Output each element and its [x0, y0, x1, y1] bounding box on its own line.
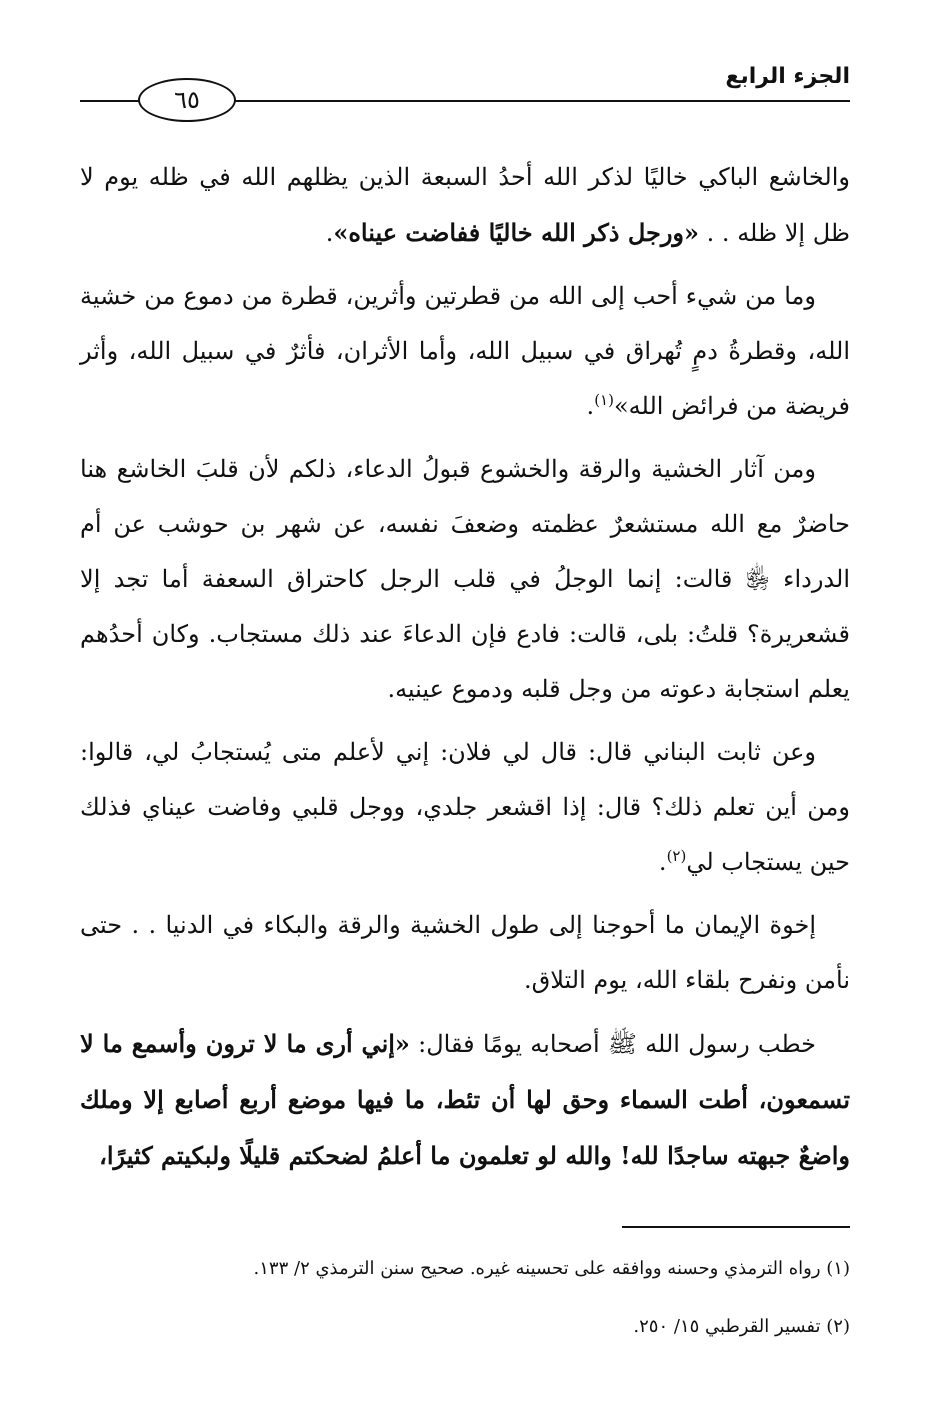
page-header	[80, 64, 850, 124]
footnote-1: (١) رواه الترمذي وحسنه ووافقه على تحسينه غيره. صحيح سنن الترمذي ٢/ ١٣٣.	[253, 1258, 850, 1279]
footnote-divider	[622, 1226, 850, 1228]
paragraph-5: إخوة الإيمان ما أحوجنا إلى طول الخشية والرقة والبكاء في الدنيا . . حتى نأمن ونفرح بلقاء الله، يوم التلاق.	[80, 911, 850, 994]
paragraph-6	[80, 1016, 850, 1184]
paragraph-4-text: وعن ثابت البناني قال: قال لي فلان: إني لأعلم متى يُستجابُ لي، قالوا: ومن أين تعلم ذلك؟ قال: إذا اقشعر جلدي، ووجل قلبي وفاضت عيناي فذلك حين يستجاب لي	[80, 738, 850, 876]
paragraph-1-text: والخاشع الباكي خاليًا لذكر الله أحدُ السبعة الذين يظلهم الله في ظله يوم لا ظل إلا ظله . .	[80, 163, 850, 247]
page-number: ٦٥	[138, 78, 236, 122]
footnote-2: (٢) تفسير القرطبي ١٥/ ٢٥٠.	[633, 1316, 850, 1337]
paragraph-6-intro: خطب رسول الله ﷺ أصحابه يومًا فقال:	[418, 1030, 817, 1058]
hadith-quote-1: «ورجل ذكر الله خاليًا ففاضت عيناه»	[333, 218, 700, 247]
footnote-ref-1[interactable]: (١)	[594, 391, 614, 409]
paragraph-1	[80, 150, 850, 261]
paragraph-2-text: وما من شيء أحب إلى الله من قطرتين وأثرين، قطرة من دموع من خشية الله، وقطرةُ دمٍ تُهراق في سبيل الله، وأما الأثران، فأثرٌ في سبيل الله، وأثر فريضة من فرائض الله»	[80, 282, 850, 420]
running-title: الجزء الرابع	[725, 64, 850, 89]
paragraph-2	[80, 269, 850, 434]
paragraph-2-end: .	[586, 392, 595, 420]
footnotes	[80, 1240, 850, 1356]
main-text	[80, 150, 850, 1192]
paragraph-1-end: .	[325, 219, 334, 247]
footnote-ref-2[interactable]: (٢)	[666, 847, 687, 865]
paragraph-4-end: .	[658, 848, 667, 876]
paragraph-3: ومن آثار الخشية والرقة والخشوع قبولُ الدعاء، ذلكم لأن قلبَ الخاشع هنا حاضرٌ مع الله مستشعرٌ عظمته وضعفَ نفسه، عن شهر بن حوشب عن أم الدرداء ﵂ قالت: إنما الوجلُ في قلب الرجل كاحتراق السعفة أما تجد إلا قشعريرة؟ قلتُ: بلى، قالت: فادع فإن الدعاءَ عند ذلك مستجاب. وكان أحدُهم يعلم استجابة دعوته من وجل قلبه ودموع عينيه.	[80, 455, 850, 703]
paragraph-4	[80, 725, 850, 890]
hadith-quote-2: «إني أرى ما لا ترون وأسمع ما لا تسمعون، أطت السماء وحق لها أن تئط، ما فيها موضع أربع أصابع إلا وملك واضعٌ جبهته ساجدًا لله! والله لو تعلمون ما أعلمُ لضحكتم قليلًا ولبكيتم كثيرًا،	[80, 1029, 850, 1170]
